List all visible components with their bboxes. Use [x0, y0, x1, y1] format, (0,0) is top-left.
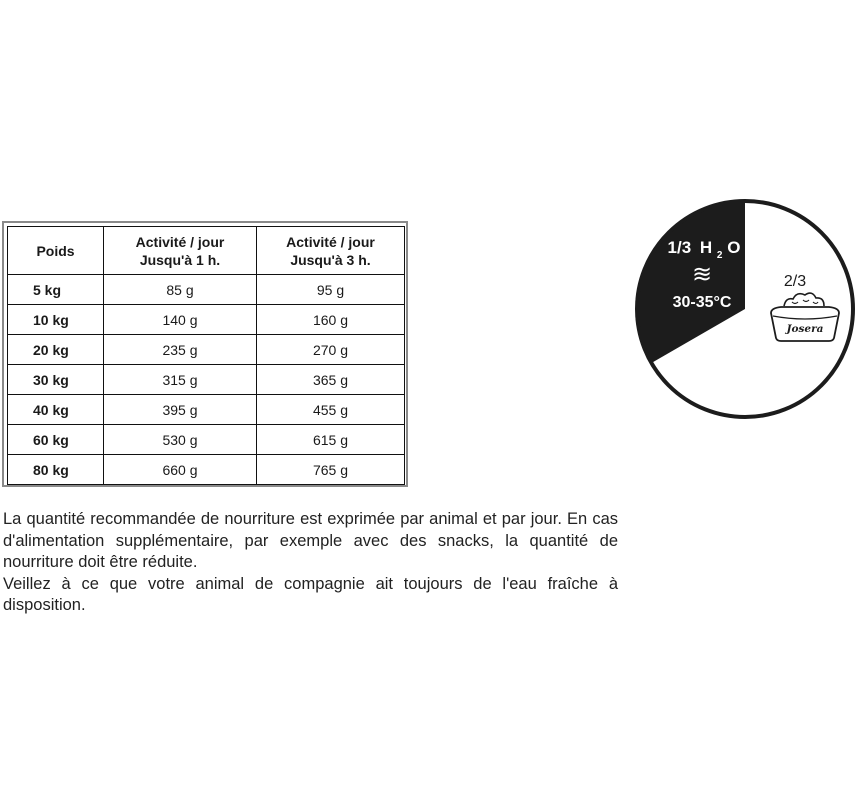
feeding-table-frame: [2, 221, 408, 487]
activity-3h-cell: 270 g: [257, 335, 405, 365]
mixing-ratio-diagram: [632, 196, 858, 422]
header-activity-1h-line-1: Activité / jour: [135, 233, 225, 250]
water-fraction-text: 1/3: [667, 238, 692, 257]
table-row: [8, 395, 405, 425]
activity-1h-cell: 235 g: [104, 335, 257, 365]
activity-1h-cell: 140 g: [104, 305, 257, 335]
header-activity-3h: [257, 227, 405, 275]
weight-cell: 30 kg: [8, 365, 104, 395]
water-formula-h: H: [699, 238, 713, 257]
header-weight: Poids: [8, 227, 104, 275]
feeding-note: [3, 509, 618, 617]
activity-3h-cell: 615 g: [257, 425, 405, 455]
weight-cell: 60 kg: [8, 425, 104, 455]
activity-1h-cell: 395 g: [104, 395, 257, 425]
table-header-row: [8, 227, 405, 275]
mixing-ratio-svg: [632, 196, 858, 422]
activity-3h-cell: 365 g: [257, 365, 405, 395]
water-formula-subscript: 2: [716, 250, 723, 261]
food-fraction-label: 2/3: [783, 273, 807, 290]
feeding-table: [7, 226, 405, 485]
table-row: [8, 365, 405, 395]
weight-cell: 80 kg: [8, 455, 104, 485]
activity-3h-cell: 455 g: [257, 395, 405, 425]
weight-cell: 20 kg: [8, 335, 104, 365]
activity-1h-cell: 315 g: [104, 365, 257, 395]
activity-1h-cell: 530 g: [104, 425, 257, 455]
activity-1h-cell: 85 g: [104, 275, 257, 305]
table-row: [8, 425, 405, 455]
activity-3h-cell: 160 g: [257, 305, 405, 335]
header-activity-1h: [104, 227, 257, 275]
table-row: [8, 275, 405, 305]
water-formula-o: O: [727, 238, 741, 257]
table-row: [8, 305, 405, 335]
table-row: [8, 455, 405, 485]
header-activity-3h-line-1: Activité / jour: [286, 233, 375, 250]
header-activity-3h-line-2: Jusqu'à 3 h.: [290, 251, 371, 268]
weight-cell: 40 kg: [8, 395, 104, 425]
bowl-brand-label: Josera: [786, 323, 824, 335]
activity-1h-cell: 660 g: [104, 455, 257, 485]
water-waves-icon: ≋: [691, 260, 713, 288]
weight-cell: 10 kg: [8, 305, 104, 335]
header-activity-1h-line-2: Jusqu'à 1 h.: [139, 251, 221, 268]
note-paragraph-water: Veillez à ce que votre animal de compagnie ait toujours de l'eau fraîche à disposition.: [3, 574, 618, 614]
note-paragraph-portion: La quantité recommandée de nourriture est exprimée par animal et par jour. En cas d'alimentation supplémentaire, par exemple avec des snacks, la quantité de nourriture doit être réduite.: [3, 510, 618, 571]
water-temperature-label: 30-35°C: [672, 294, 732, 311]
activity-3h-cell: 95 g: [257, 275, 405, 305]
table-row: [8, 335, 405, 365]
activity-3h-cell: 765 g: [257, 455, 405, 485]
weight-cell: 5 kg: [8, 275, 104, 305]
